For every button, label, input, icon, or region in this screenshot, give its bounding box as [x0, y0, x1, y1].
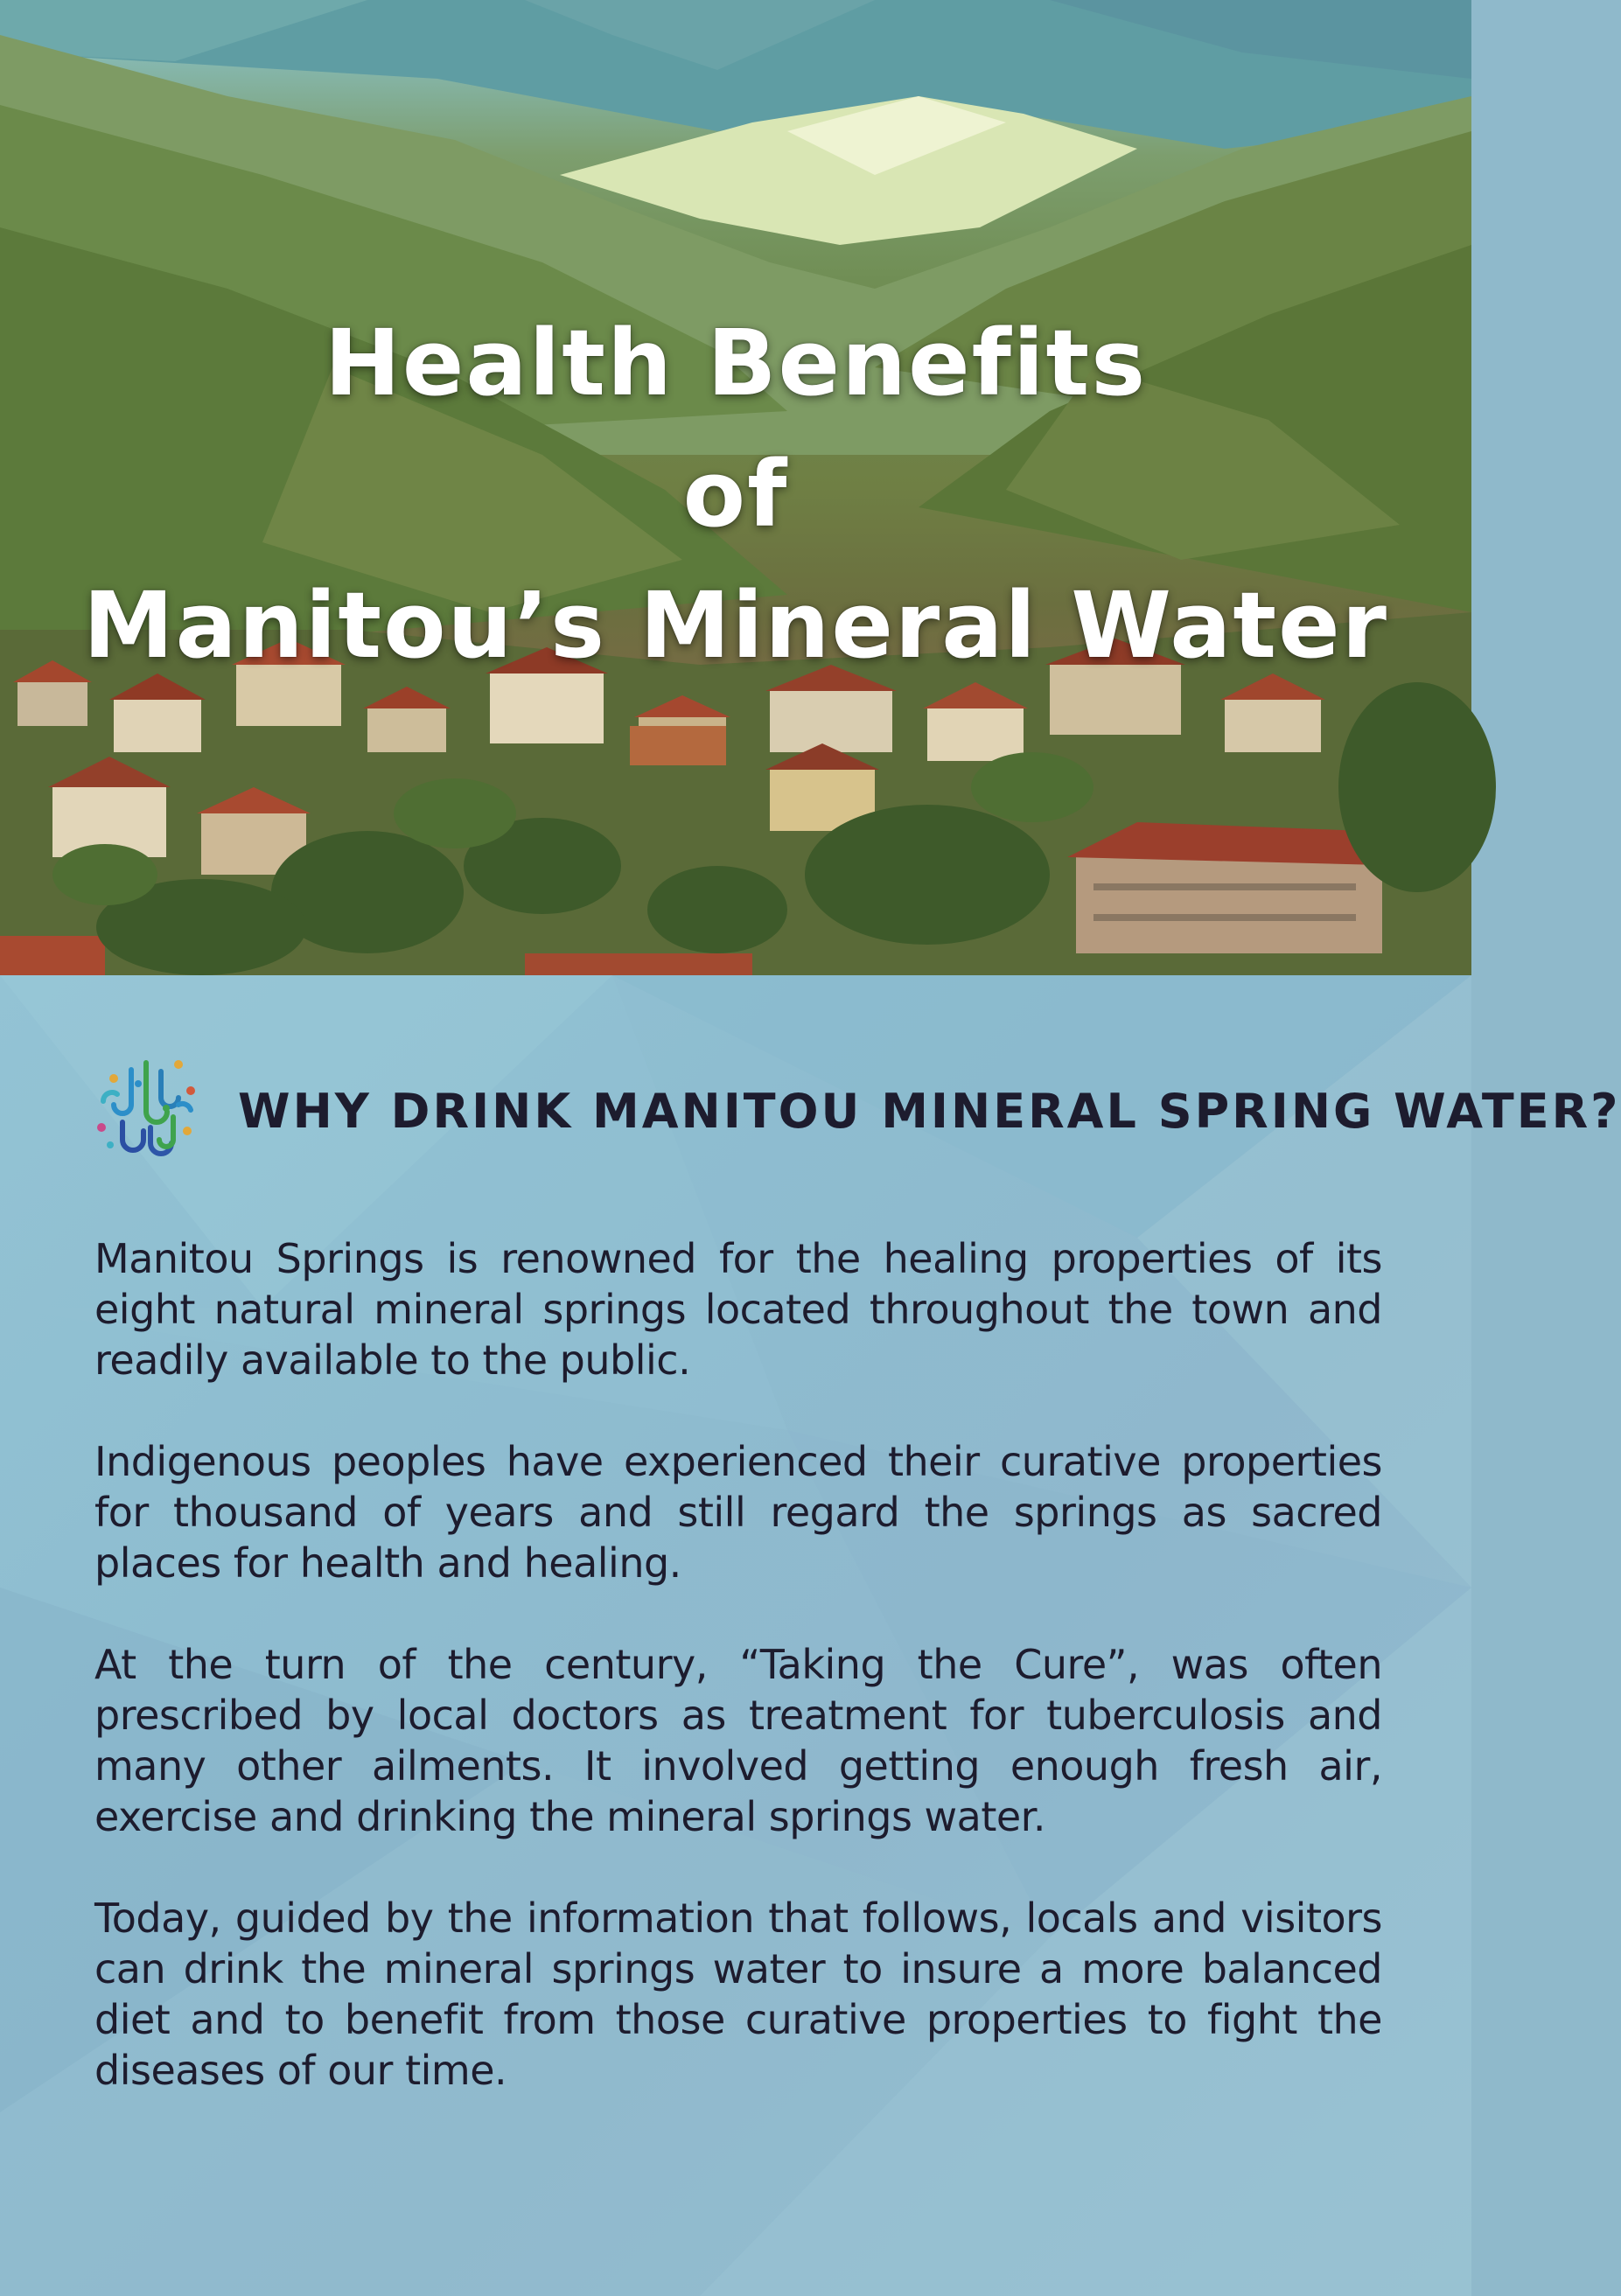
section-heading-row: [87, 1050, 1621, 1172]
title-line-3: Manitou’s Mineral Water: [83, 572, 1388, 679]
body-text: [94, 1233, 1382, 2146]
paragraph-4: Today, guided by the information that follows, locals and visitors can drink the mineral springs water to insure a more balanced diet and to benefit from those curative properties to fight the diseases of our time.: [94, 1895, 1382, 2094]
section-heading: WHY DRINK MANITOU MINERAL SPRING WATER?: [238, 1083, 1621, 1139]
manitou-springs-logo-icon: [87, 1052, 205, 1169]
info-panel: [0, 975, 1621, 2296]
paragraph-3: At the turn of the century, “Taking the Cure”, was often prescribed by local doctors as treatment for tuberculosis and many other ailments. It involved getting enough fresh air, exercise and drinking the mineral springs water.: [94, 1641, 1382, 1840]
title-line-1: Health Benefits: [324, 310, 1148, 416]
title-line-2: of: [682, 441, 789, 548]
paragraph-1: Manitou Springs is renowned for the healing properties of its eight natural mineral springs located throughout the town and readily available to the public.: [94, 1235, 1382, 1384]
paragraph-2: Indigenous peoples have experienced their curative properties for thousand of years and still regard the springs as sacred places for health and healing.: [94, 1438, 1382, 1587]
page-title: [0, 297, 1471, 691]
hero-banner: [0, 0, 1471, 975]
